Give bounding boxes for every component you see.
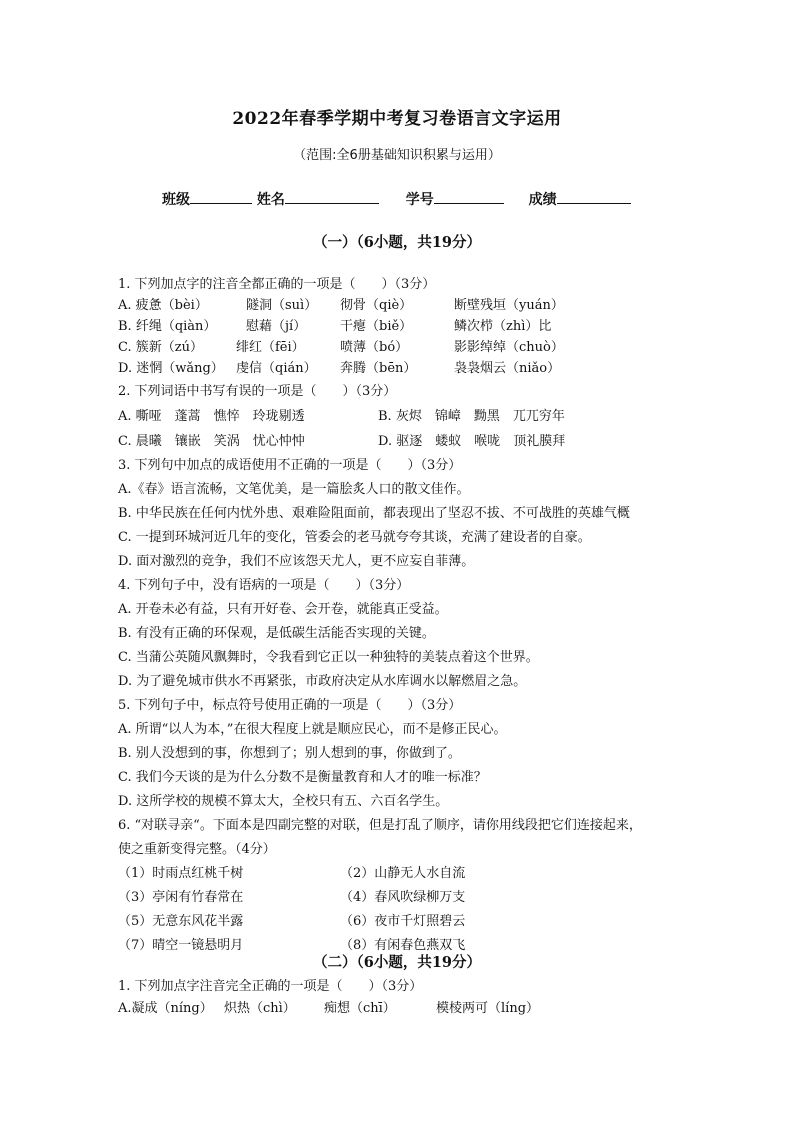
name-label: 姓名: [256, 192, 285, 208]
student-info-row: [162, 189, 643, 209]
option-line: B. 中华民族在任何内忧外患、艰难险阻面前，都表现出了坚忍不拔、不可战胜的英雄气概: [118, 506, 630, 521]
class-blank[interactable]: [190, 189, 252, 204]
option-line: D. 这所学校的规模不算太大，全校只有五、六百名学生。: [118, 794, 449, 809]
option-line: D. 为了避免城市供水不再紧张，市政府决定从水库调水以解燃眉之急。: [118, 674, 527, 689]
option-line: C. 我们今天谈的是为什么分数不是衡量教育和人才的唯一标准？: [118, 770, 487, 785]
couplet-line[interactable]: （6）夜市千灯照碧云: [340, 914, 466, 929]
section-heading-2: （二）（6小题，共19分）: [312, 954, 482, 971]
question-stem: 4. 下列句子中，没有语病的一项是（ ）（3分）: [118, 578, 410, 593]
option-line: B. 有没有正确的环保观，是低碳生活能否实现的关键。: [118, 626, 435, 641]
couplet-line[interactable]: （8）有闲春色燕双飞: [340, 938, 466, 953]
question-stem-continued: 使之重新变得完整。（4分）: [118, 842, 276, 857]
question-stem: 3. 下列句中加点的成语使用不正确的一项是（ ）（3分）: [118, 458, 462, 473]
exam-title: 2022年春季学期中考复习卷语言文字运用: [232, 109, 562, 129]
class-label: 班级: [162, 192, 190, 208]
option-line: C. 当蒲公英随风飘舞时，令我看到它正以一种独特的美装点着这个世界。: [118, 650, 539, 665]
option-line: B. 别人没想到的事，你想到了；别人想到的事，你做到了。: [118, 746, 461, 761]
couplet-line[interactable]: （5）无意东风花半露: [118, 914, 244, 929]
couplet-line[interactable]: （4）春风吹绿柳万支: [340, 890, 466, 905]
number-blank[interactable]: [434, 189, 504, 204]
couplet-line[interactable]: （7）晴空一镜悬明月: [118, 938, 244, 953]
score-label: 成绩: [528, 192, 557, 208]
question-stem: 1. 下列加点字的注音全都正确的一项是（ ）（3分）: [118, 277, 436, 292]
exam-page: 2022年春季学期中考复习卷语言文字运用 （范围:全6册基础知识积累与运用） 班级 姓名 学号 成绩 （一）（6小题，共19分） 1. 下列加点字的注音全都正确的一项是（ ）（3分） A. 疲惫（bèi） 隧洞（suì） 彻骨（qiè） 断壁残垣（yuán） B. 纤绳（qiàn） 慰藉（jí） 干瘪（biě） 鳞次栉（zhì）比 C. 簇新（zú） 绯红（fēi） 喷薄（bó） 影影绰绰（chuò） D. 迷惘（wǎng） 虔信（qián） 奔腾（bēn） 袅袅烟云（niǎo） 2. 下列词语中书写有误的一项是（ ）（3分） A. 嘶哑 蓬蒿 憔悴 玲珑剔透 B. 灰烬 锦嶂 黝黑 兀兀穷年 C. 晨曦 镶嵌 笑涡 忧心忡忡 D. 驱逐 蝼蚁 喉咙 顶礼膜拜 3. 下列句中加点的成语使用不正确的一项是（ ）（3分） A.《春》语言流畅，文笔优美，是一篇脍炙人口的散文佳作。 B. 中华民族在任何内忧外患、艰难险阻面前，都表现出了坚忍不拔、不可战胜的英雄气概 C. 一提到环城河近几年的变化，管委会的老马就夸夸其谈，充满了建设者的自豪。 D. 面对激烈的竞争，我们不应该怨天尤人，更不应妄自菲薄。 4. 下列句子中，没有语病的一项是（ ）（3分） A. 开卷未必有益，只有开好卷、会开卷，就能真正受益。 B. 有没有正确的环保观，是低碳生活能否实现的关键。 C. 当蒲公英随风飘舞时，令我看到它正以一种独特的美装点着这个世界。 D. 为了避免城市供水不再紧张，市政府决定从水库调水以解燃眉之急。 5. 下列句子中，标点符号使用正确的一项是（ ）（3分） A. 所谓“以人为本，”在很大程度上就是顺应民心，而不是修正民心。 B. 别人没想到的事，你想到了；别人想到的事，你做到了。 C. 我们今天谈的是为什么分数不是衡量教育和人才的唯一标准？ D. 这所学校的规模不算太大，全校只有五、六百名学生。 6. “对联寻亲“。下面本是四副完整的对联，但是打乱了顺序，请你用线段把它们连接起来， 使之重新变得完整。（4分） （1）时雨点红桃千树 （2）山静无人水自流 （3）亭闲有竹春常在 （4）春风吹绿柳万支 （5）无意东风花半露 （6）夜市千灯照碧云 （7）晴空一镜悬明月 （8）有闲春色燕双飞 （二）（6小题，共19分） 1. 下列加点字注音完全正确的一项是（ ）（3分） A.凝成（níng） 炽热（chì） 痴想（chī） 模棱两可（líng）: [0, 0, 794, 1123]
score-blank[interactable]: [557, 189, 631, 204]
option-line: D. 面对激烈的竞争，我们不应该怨天尤人，更不应妄自菲薄。: [118, 554, 475, 569]
option-line: A.《春》语言流畅，文笔优美，是一篇脍炙人口的散文佳作。: [118, 482, 470, 497]
number-label: 学号: [405, 192, 434, 208]
option-line: A. 所谓“以人为本，”在很大程度上就是顺应民心，而不是修正民心。: [118, 722, 507, 737]
section-heading-1: （一）（6小题，共19分）: [312, 234, 482, 251]
name-blank[interactable]: [285, 189, 379, 204]
couplet-line[interactable]: （2）山静无人水自流: [340, 866, 466, 881]
exam-scope: （范围:全6册基础知识积累与运用）: [293, 148, 501, 163]
couplet-line[interactable]: （3）亭闲有竹春常在: [118, 890, 244, 905]
couplet-line[interactable]: （1）时雨点红桃千树: [118, 866, 244, 881]
option-line: C. 一提到环城河近几年的变化，管委会的老马就夸夸其谈，充满了建设者的自豪。: [118, 530, 591, 545]
question-stem: 6. “对联寻亲“。下面本是四副完整的对联，但是打乱了顺序，请你用线段把它们连接起来，: [118, 818, 642, 833]
question-stem: 1. 下列加点字注音完全正确的一项是（ ）（3分）: [118, 979, 423, 994]
option-line: A. 开卷未必有益，只有开好卷、会开卷，就能真正受益。: [118, 602, 448, 617]
question-stem: 5. 下列句子中，标点符号使用正确的一项是（ ）（3分）: [118, 698, 462, 713]
question-stem: 2. 下列词语中书写有误的一项是（ ）（3分）: [118, 384, 397, 399]
